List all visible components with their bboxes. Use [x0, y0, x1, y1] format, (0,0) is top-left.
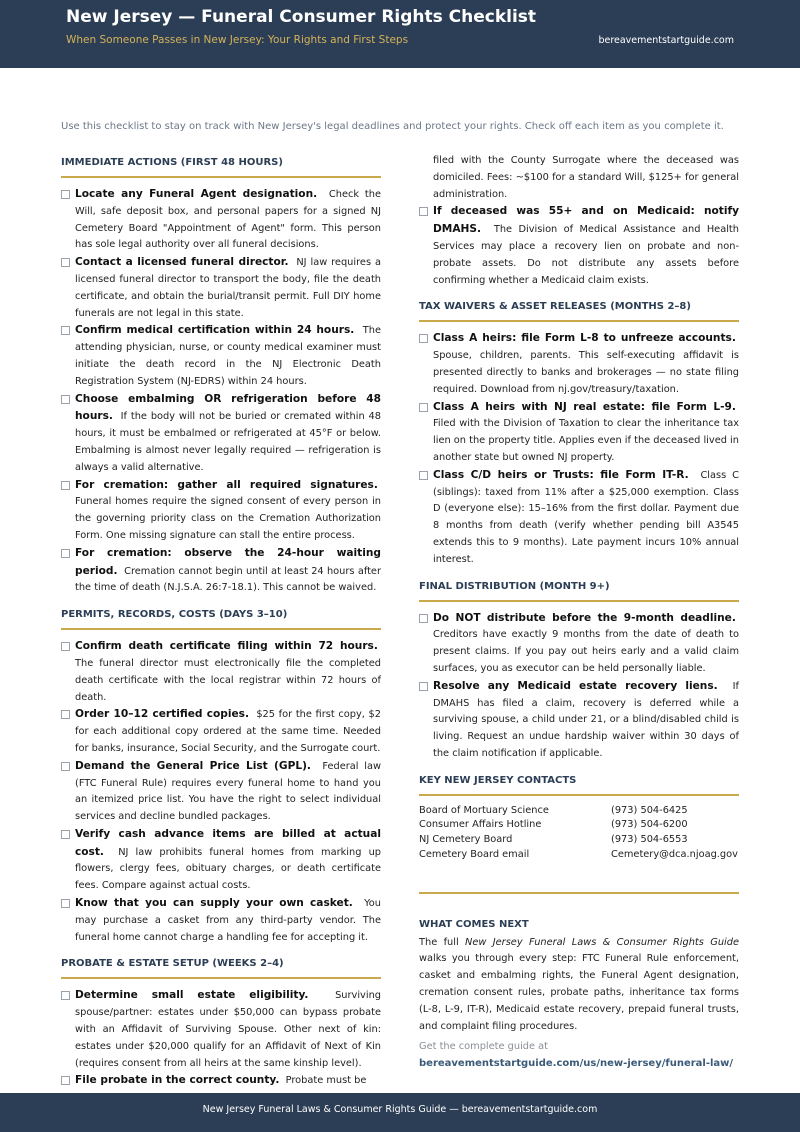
section-title-final: FINAL DISTRIBUTION (MONTH 9+)	[419, 574, 739, 602]
checklist-item	[61, 638, 381, 706]
item-heading: Verify cash advance items are billed at actual cost.	[75, 827, 381, 858]
next-body	[419, 935, 739, 1036]
checkbox-icon[interactable]	[419, 614, 428, 623]
checklist-item	[61, 706, 381, 757]
contact-name: Consumer Affairs Hotline	[419, 819, 542, 831]
next-body-suffix: walks you through every step: FTC Funeral Rule enforcement, casket and embalming rights, the Funeral Agent designation, cremation consent rules, probate paths, inheritance tax forms (L-8, L-9, IT-R), Medicaid estate recovery, prepaid funeral trusts, and complaint filing procedures.	[419, 953, 739, 1032]
checkbox-icon[interactable]	[61, 549, 70, 558]
immediate-list	[61, 186, 381, 597]
checklist-item	[61, 391, 381, 477]
item-heading: Class C/D heirs or Trusts: file Form IT-R.	[433, 468, 689, 481]
page-footer: New Jersey Funeral Laws & Consumer Rights Guide — bereavementstartguide.com	[0, 1093, 800, 1132]
page-header	[0, 0, 800, 68]
checkbox-icon[interactable]	[61, 710, 70, 719]
item-text: Cremation cannot begin until at least 24 hours after the time of death (N.J.S.A. 26:7-18.1). This cannot be waived.	[75, 565, 381, 594]
section-title-immediate: IMMEDIATE ACTIONS (FIRST 48 HOURS)	[61, 150, 381, 178]
item-text: Creditors have exactly 9 months from the date of death to present claims. If you pay out heirs early and a valid claim surfaces, you as executor can be held personally liable.	[433, 629, 739, 674]
checkbox-icon[interactable]	[61, 899, 70, 908]
checklist-item	[419, 678, 739, 763]
probate-extra-list	[419, 203, 739, 289]
section-title-tax: TAX WAIVERS & ASSET RELEASES (MONTHS 2–8)	[419, 294, 739, 322]
tax-list	[419, 330, 739, 568]
checklist-item	[61, 545, 381, 597]
intro-text: Use this checklist to stay on track with New Jersey's legal deadlines and protect your rights. Check off each item as you complete it.	[61, 121, 724, 132]
item-heading: Confirm medical certification within 24 hours.	[75, 324, 355, 337]
item-heading: Confirm death certificate filing within 72 hours.	[75, 640, 378, 653]
item-heading: For cremation: observe the 24-hour waiting period.	[75, 546, 381, 577]
item-text: Filed with the Division of Taxation to clear the inheritance tax lien on the property title. Applies even if the deceased lived in another state but owned NJ property.	[433, 418, 739, 463]
contact-row	[419, 848, 739, 863]
checklist-item	[419, 330, 739, 398]
checkbox-icon[interactable]	[419, 682, 428, 691]
right-column	[419, 154, 739, 1072]
document-title: New Jersey — Funeral Consumer Rights Checklist	[66, 7, 537, 27]
item-heading: Choose embalming OR refrigeration before 48 hours.	[75, 392, 381, 423]
checkbox-icon[interactable]	[419, 403, 428, 412]
checkbox-icon[interactable]	[61, 258, 70, 267]
item-heading: If deceased was 55+ and on Medicaid: notify DMAHS.	[433, 205, 739, 236]
section-title-contacts: KEY NEW JERSEY CONTACTS	[419, 768, 739, 796]
item-heading: Resolve any Medicaid estate recovery liens.	[433, 679, 718, 692]
section-title-permits: PERMITS, RECORDS, COSTS (DAYS 3–10)	[61, 602, 381, 630]
checkbox-icon[interactable]	[61, 190, 70, 199]
item-text: Spouse, children, parents. This self-executing affidavit is presented directly to banks and brokerages — no state filing required. Download from nj.gov/treasury/taxation.	[433, 350, 739, 395]
permits-list	[61, 638, 381, 946]
item-text: Check the Will, safe deposit box, and personal papers for a signed NJ Cemetery Board "Appointment of Agent" form. This person has sole legal authority over all funeral decisions.	[75, 189, 381, 251]
checkbox-icon[interactable]	[419, 207, 428, 216]
checklist-item	[61, 1072, 381, 1090]
checkbox-icon[interactable]	[61, 395, 70, 404]
item-heading: Know that you can supply your own casket.	[75, 897, 353, 910]
checkbox-icon[interactable]	[61, 642, 70, 651]
contact-row	[419, 804, 739, 819]
checklist-item	[419, 467, 739, 569]
checkbox-icon[interactable]	[419, 334, 428, 343]
item-heading: Demand the General Price List (GPL).	[75, 759, 311, 772]
guide-link[interactable]: bereavementstartguide.com/us/new-jersey/funeral-law/	[419, 1058, 734, 1070]
item-text: If the body will not be buried or cremated within 48 hours, it must be embalmed or refrigerated at 45°F or below. Embalming is almost never legally required — refrigeration is always a valid alternative.	[75, 411, 381, 473]
item-text: $25 for the first copy, $2 for each additional copy ordered at the same time. Needed for banks, insurance, Social Security, and the Surrogate court.	[75, 709, 381, 754]
contact-name: NJ Cemetery Board	[419, 834, 513, 846]
contact-value[interactable]: (973) 504-6425	[611, 804, 688, 816]
item-text: The attending physician, nurse, or county medical examiner must initiate the death record in the NJ Electronic Death Registration System (NJ-EDRS) within 24 hours.	[75, 325, 382, 387]
item-text: Funeral homes require the signed consent of every person in the governing priority class on the Cremation Authorization Form. One missing signature can stall the entire process.	[75, 496, 381, 541]
item-heading: Do NOT distribute before the 9-month deadline.	[433, 611, 736, 624]
document-subtitle: When Someone Passes in New Jersey: Your Rights and First Steps	[66, 34, 409, 46]
contact-row	[419, 833, 739, 848]
checklist-item	[61, 477, 381, 545]
next-cta: Get the complete guide at	[419, 1041, 548, 1053]
checklist-item	[61, 895, 381, 946]
next-body-prefix: The full	[419, 936, 466, 948]
item-heading: For cremation: gather all required signatures.	[75, 478, 378, 491]
item-heading: Class A heirs with NJ real estate: file Form L-9.	[433, 400, 736, 413]
item-heading: File probate in the correct county.	[75, 1074, 280, 1087]
item-heading: Contact a licensed funeral director.	[75, 256, 289, 269]
checklist-item	[419, 203, 739, 289]
checklist-item	[419, 610, 739, 678]
item-text: NJ law requires a licensed funeral director to transport the body, file the death certificate, and obtain the burial/transit permit. Full DIY home funerals are not legal in this state.	[75, 257, 381, 319]
checklist-item	[61, 758, 381, 826]
checkbox-icon[interactable]	[419, 471, 428, 480]
checklist-item	[61, 186, 381, 254]
checklist-item	[61, 987, 381, 1072]
contact-name: Cemetery Board email	[419, 848, 530, 860]
final-list	[419, 610, 739, 763]
contacts-table	[419, 804, 739, 863]
item-text: If DMAHS has filed a claim, recovery is deferred while a surviving spouse, a child under 21, or a blind/disabled child is living. Request an undue hardship waiver within 30 days of the claim notification if applicable.	[433, 680, 739, 759]
checkbox-icon[interactable]	[61, 326, 70, 335]
item-heading: Locate any Funeral Agent designation.	[75, 188, 318, 200]
item-heading: Class A heirs: file Form L-8 to unfreeze accounts.	[433, 332, 736, 345]
probate-list	[61, 987, 381, 1090]
section-title-probate: PROBATE & ESTATE SETUP (WEEKS 2–4)	[61, 951, 381, 979]
checkbox-icon[interactable]	[61, 991, 70, 1000]
checklist-item	[419, 399, 739, 467]
checklist-item	[61, 254, 381, 322]
item-text: Surviving spouse/partner: estates under $50,000 can bypass probate with an Affidavit of Surviving Spouse. Other next of kin: estates under $20,000 qualify for an Affidavit of Next of Kin (requires consent from all heirs at the same kinship level).	[75, 990, 382, 1069]
contacts-divider	[419, 892, 739, 894]
item-text: Probate must be	[285, 1075, 367, 1087]
item-heading: Determine small estate eligibility.	[75, 989, 309, 1002]
item-text: Federal law (FTC Funeral Rule) requires every funeral home to hand you an itemized price list. You have the right to select individual services and decline bundled packages.	[75, 760, 381, 823]
checklist-item	[61, 826, 381, 895]
item-text: Class C (siblings): taxed from 11% after a $25,000 exemption. Class D (everyone else): 15–16% from the first dollar. Payment due 8 months from death (verify whether pending bill A3545 extends this to 9 months). Late payment incurs 10% annual interest.	[433, 469, 740, 565]
checkbox-icon[interactable]	[61, 830, 70, 839]
contact-row	[419, 818, 739, 833]
contact-name: Board of Mortuary Science	[419, 804, 549, 816]
checklist-item	[61, 322, 381, 390]
checkbox-icon[interactable]	[61, 1076, 70, 1085]
checkbox-icon[interactable]	[61, 762, 70, 771]
contact-value[interactable]: (973) 504-6553	[611, 834, 688, 846]
next-guide-name: New Jersey Funeral Laws & Consumer Rights Guide	[465, 936, 739, 948]
item-text: The Division of Medical Assistance and Health Services may place a recovery lien on probate and non-probate assets. Do not distribute any assets before confirming whether a Medicaid claim exists.	[433, 224, 739, 286]
contact-value[interactable]: (973) 504-6200	[611, 819, 688, 831]
left-column	[61, 150, 381, 1090]
item-text: You may purchase a casket from any third-party vendor. The funeral home cannot charge a handling fee for accepting it.	[75, 898, 381, 943]
header-site: bereavementstartguide.com	[598, 35, 734, 46]
next-title: WHAT COMES NEXT	[419, 918, 529, 930]
contact-value[interactable]: Cemetery@dca.njoag.gov	[611, 848, 738, 860]
item-text: NJ law prohibits funeral homes from marking up flowers, clergy fees, obituary charges, or death certificate fees. Compare against actual costs.	[75, 846, 381, 892]
checkbox-icon[interactable]	[61, 481, 70, 490]
item-heading: Order 10–12 certified copies.	[75, 708, 249, 721]
probate-continuation: filed with the County Surrogate where the deceased was domiciled. Fees: ~$100 for a standard Will, $125+ for general administration.	[433, 155, 739, 200]
item-text: The funeral director must electronically file the completed death certificate with the local registrar within 72 hours of death.	[75, 657, 381, 703]
